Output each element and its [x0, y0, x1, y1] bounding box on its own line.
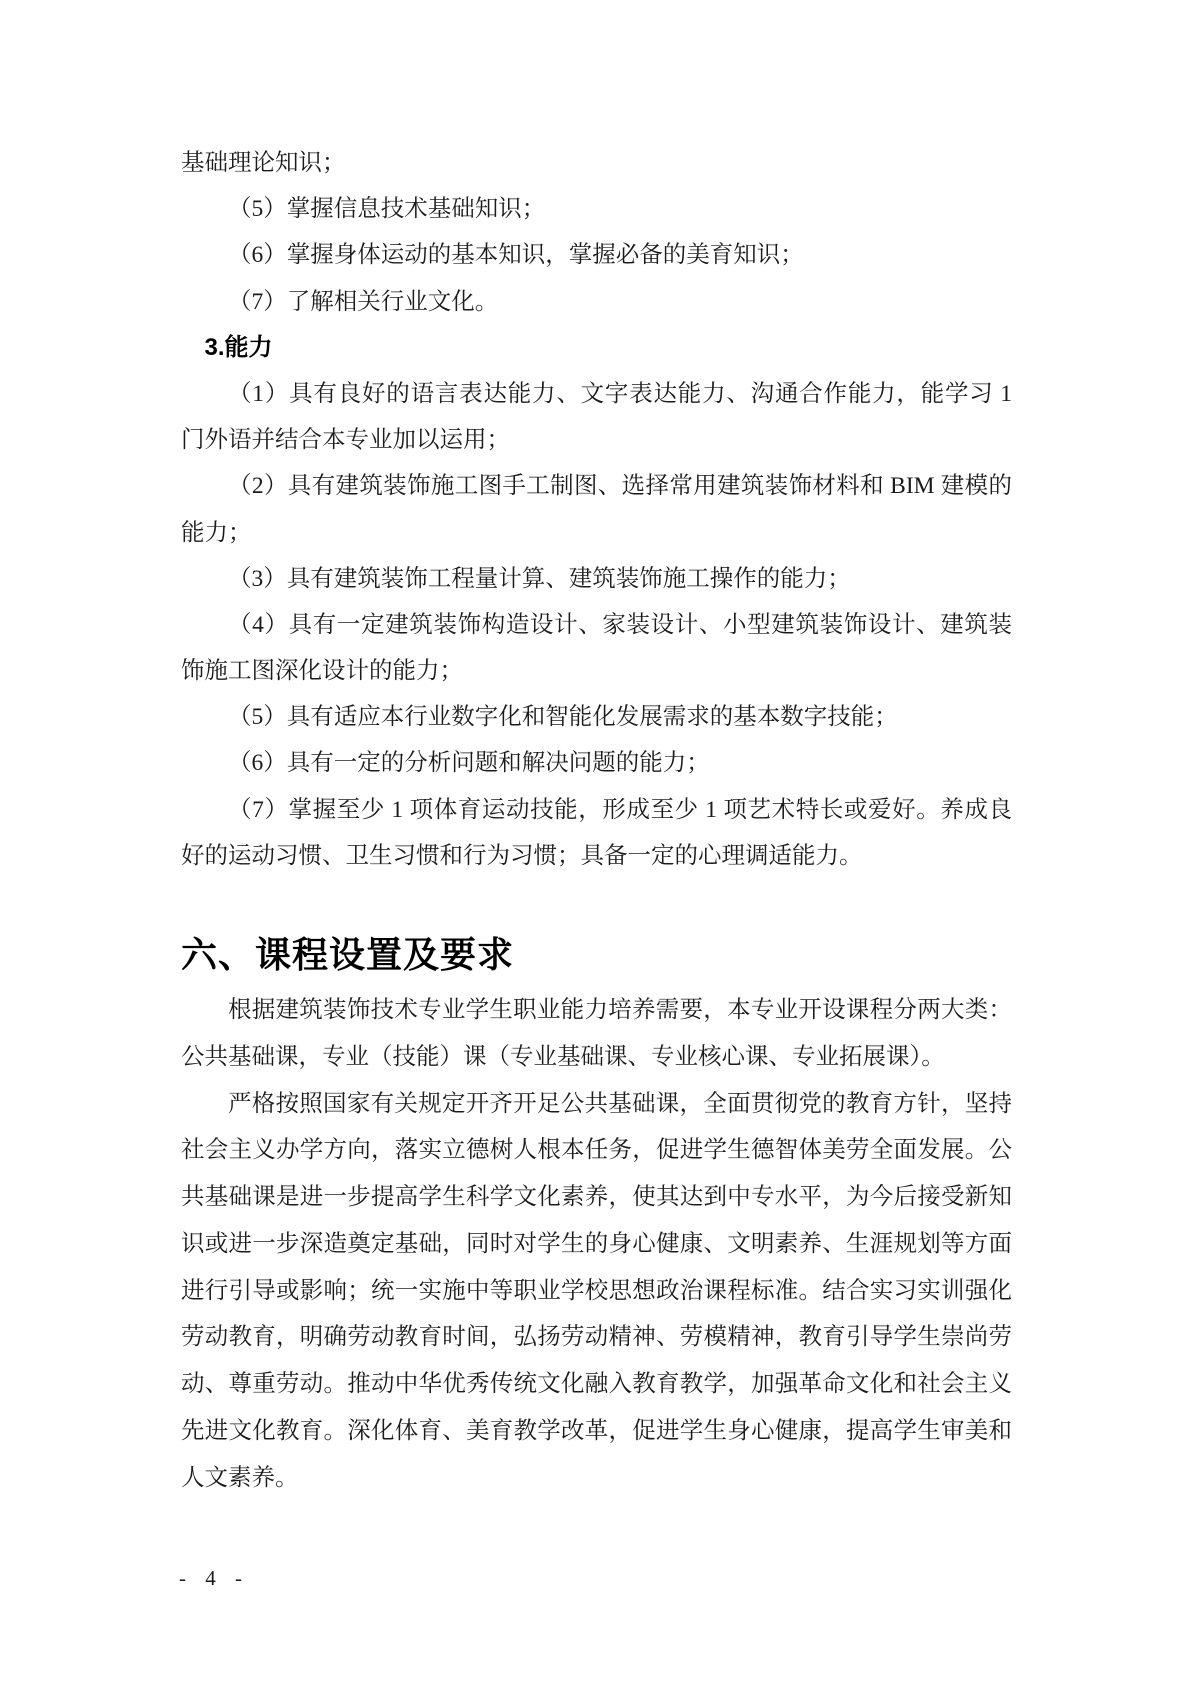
section-heading: 六、课程设置及要求 [181, 934, 515, 975]
text-line: （7）了解相关行业文化。 [228, 288, 499, 315]
text-line: 基础理论知识； [181, 150, 346, 176]
text-line: 先进文化教育。深化体育、美育教学改革，促进学生身心健康，提高学生审美和 [181, 1417, 1012, 1444]
text-line: （6）具有一定的分析问题和解决问题的能力； [228, 750, 710, 777]
text-line: （6）掌握身体运动的基本知识，掌握必备的美育知识； [228, 242, 804, 269]
text-line: 人文素养。 [181, 1464, 299, 1491]
text-line: （3）具有建筑装饰工程量计算、建筑装饰施工操作的能力； [228, 565, 851, 592]
text-line: 能力； [181, 519, 252, 546]
body-text-block-bottom [181, 987, 1012, 1501]
body-text-block-top [181, 140, 1012, 879]
document-body [181, 140, 1012, 1501]
text-line: 进行引导或影响；统一实施中等职业学校思想政治课程标准。结合实习实训强化 [181, 1277, 1012, 1304]
text-line: （5）掌握信息技术基础知识； [228, 196, 546, 223]
sub-heading: 3.能力 [204, 333, 273, 361]
text-line: 根据建筑装饰技术专业学生职业能力培养需要，本专业开设课程分两大类： [228, 997, 1012, 1023]
text-line: 饰施工图深化设计的能力； [181, 658, 463, 685]
text-line: （7）掌握至少 1 项体育运动技能，形成至少 1 项艺术特长或爱好。养成良 [228, 796, 1012, 823]
text-line: 动、尊重劳动。推动中华优秀传统文化融入教育教学，加强革命文化和社会主义 [181, 1371, 1012, 1397]
text-line: （1）具有良好的语言表达能力、文字表达能力、沟通合作能力，能学习 1 [228, 380, 1012, 407]
text-line: 公共基础课，专业（技能）课（专业基础课、专业核心课、专业拓展课）。 [181, 1043, 945, 1070]
page-number: - 4 - [179, 1566, 246, 1590]
text-line: 识或进一步深造奠定基础，同时对学生的身心健康、文明素养、生涯规划等方面 [181, 1230, 1012, 1257]
text-line: （5）具有适应本行业数字化和智能化发展需求的基本数字技能； [228, 704, 898, 731]
text-line: 劳动教育，明确劳动教育时间，弘扬劳动精神、劳模精神，教育引导学生崇尚劳 [181, 1324, 1012, 1351]
text-line: 共基础课是进一步提高学生科学文化素养，使其达到中专水平，为今后接受新知 [181, 1184, 1012, 1210]
text-line: 社会主义办学方向，落实立德树人根本任务，促进学生德智体美劳全面发展。公 [181, 1137, 1012, 1164]
text-line: （2）具有建筑装饰施工图手工制图、选择常用建筑装饰材料和 BIM 建模的 [228, 473, 1012, 500]
text-line: 好的运动习惯、卫生习惯和行为习惯；具备一定的心理调适能力。 [181, 842, 863, 869]
text-line: （4）具有一定建筑装饰构造设计、家装设计、小型建筑装饰设计、建筑装 [228, 611, 1012, 638]
text-line: 严格按照国家有关规定开齐开足公共基础课，全面贯彻党的教育方针，坚持 [228, 1090, 1012, 1117]
text-line: 门外语并结合本专业加以运用； [181, 427, 510, 454]
